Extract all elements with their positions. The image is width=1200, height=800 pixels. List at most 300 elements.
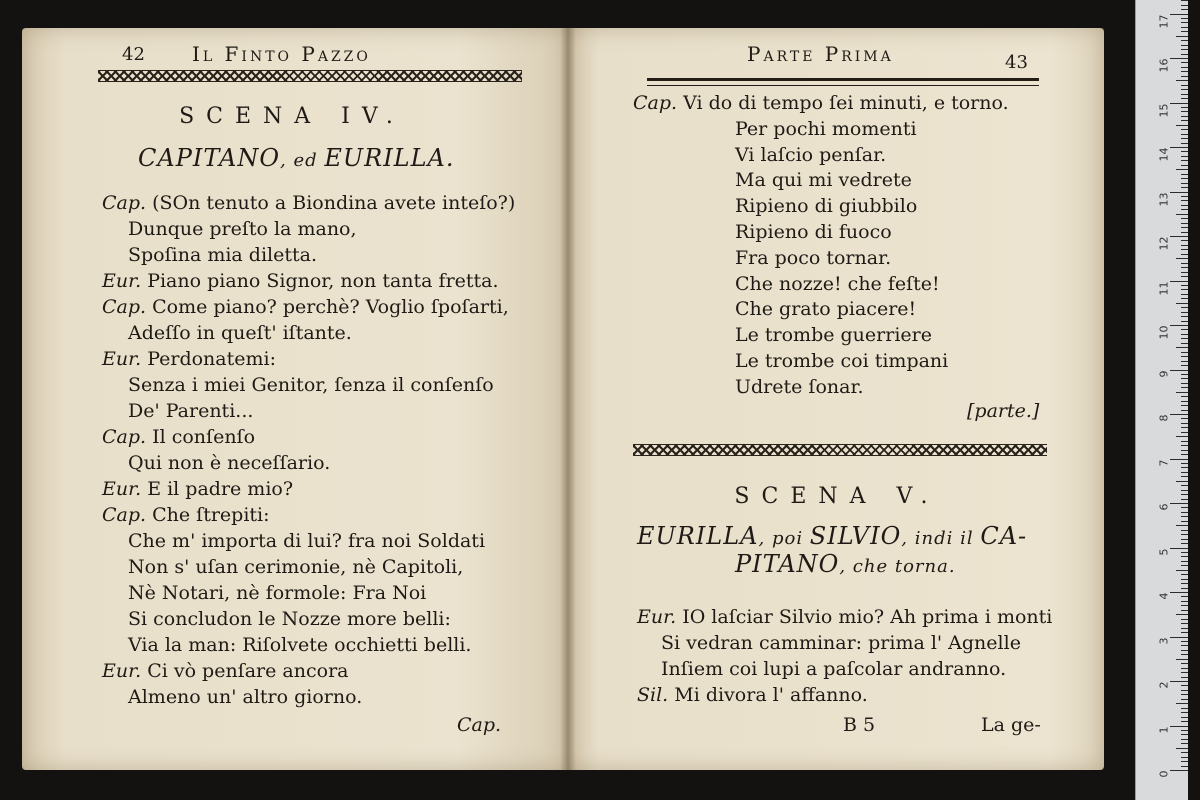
ruler-tick: [1181, 89, 1188, 90]
ruler-tick: [1181, 739, 1188, 740]
ruler-tick: [1176, 169, 1188, 170]
line-text: De' Parenti...: [128, 400, 254, 422]
ruler-tick: [1181, 757, 1188, 758]
text-line: [128, 582, 426, 604]
ruler-tick: [1181, 272, 1188, 273]
line-text: Fra poco tornar.: [735, 246, 892, 269]
ruler-tick: [1176, 80, 1188, 81]
ruler-tick: [1181, 156, 1188, 157]
ruler-tick: [1181, 721, 1188, 722]
ruler-tick: [1181, 209, 1188, 210]
text-line: [633, 92, 1009, 114]
ruler-tick: [1181, 18, 1188, 19]
text-line: [102, 504, 270, 526]
ruler-tick: [1181, 690, 1188, 691]
ruler-tick: [1181, 588, 1188, 589]
text-line: [128, 244, 317, 266]
ruler-tick: [1181, 699, 1188, 700]
ruler-tick: [1181, 31, 1188, 32]
speaker-label: Sil.: [637, 684, 675, 706]
line-text: Ripieno di fuoco: [735, 221, 892, 243]
text-line: [735, 273, 940, 295]
text-line: [735, 221, 892, 243]
ruler-tick: [1181, 601, 1188, 602]
stage-direction: [parte.]: [967, 400, 1040, 422]
ruler-tick: [1181, 467, 1188, 468]
text-line: [102, 270, 499, 292]
right-page-number: 43: [1005, 52, 1028, 73]
line-text: Le trombe guerriere: [735, 324, 932, 347]
line-text: IO laſciar Silvio mio? Ah prima i monti: [682, 606, 1053, 628]
ruler-tick: [1181, 71, 1188, 72]
ruler-tick: [1181, 410, 1188, 411]
ruler-tick: [1181, 476, 1188, 477]
text-line: [661, 632, 1021, 654]
ruler-tick: [1181, 27, 1188, 28]
text-line: [128, 322, 352, 344]
text-line: [102, 348, 276, 370]
speaker-label: Cap.: [102, 192, 153, 214]
line-text: Ma qui mi vedrete: [735, 169, 912, 192]
text-line: [128, 556, 463, 578]
left-page: [22, 28, 567, 770]
ruler-tick: [1170, 503, 1188, 504]
ruler-tick: [1181, 116, 1188, 117]
text-line: [102, 660, 348, 682]
text-line: [735, 118, 917, 140]
ruler-tick: [1181, 561, 1188, 562]
ruler-tick: [1181, 708, 1188, 709]
cast-poi: , poi: [758, 528, 810, 549]
ruler-tick: [1181, 276, 1188, 277]
ruler-tick: [1181, 187, 1188, 188]
ruler-tick: [1181, 94, 1188, 95]
ruler-tick: [1181, 432, 1188, 433]
ruler-tick: [1181, 129, 1188, 130]
ruler-tick: [1181, 450, 1188, 451]
right-cast-line-1: [637, 522, 1027, 550]
ruler-tick: [1181, 619, 1188, 620]
text-line: [128, 686, 362, 708]
line-text: Perdonatemi:: [147, 348, 276, 370]
line-text: Mi divora l' affanno.: [674, 684, 868, 706]
ruler-tick: [1181, 378, 1188, 379]
ruler-tick: [1170, 192, 1188, 193]
ruler-tick: [1181, 338, 1188, 339]
ruler-tick: [1181, 54, 1188, 55]
ruler-tick: [1170, 147, 1188, 148]
line-text: Nè Notari, nè formole: Fra Noi: [128, 582, 427, 604]
right-header-rule-thin: [647, 85, 1039, 86]
ruler-tick: [1181, 623, 1188, 624]
ruler-tick: [1181, 645, 1188, 646]
right-header-rule: [647, 78, 1039, 81]
text-line: [102, 426, 255, 448]
ruler-number: 7: [1157, 459, 1171, 466]
ruler-tick: [1181, 396, 1188, 397]
ruler-tick: [1176, 525, 1188, 526]
line-text: Vi do di tempo ſei minuti, e torno.: [683, 92, 1009, 114]
ruler-tick: [1181, 111, 1188, 112]
ruler-number: 12: [1157, 236, 1171, 251]
ruler-tick: [1181, 463, 1188, 464]
ruler-tick: [1181, 539, 1188, 540]
cast-eurilla-2: EURILLA: [637, 522, 759, 550]
line-text: Le trombe coi timpani: [735, 350, 949, 372]
ruler-tick: [1176, 703, 1188, 704]
text-line: [735, 144, 886, 166]
cast-capitano: CAPITANO: [138, 144, 281, 172]
ruler-tick: [1181, 321, 1188, 322]
ruler-tick: [1181, 441, 1188, 442]
ruler-tick: [1181, 343, 1188, 344]
text-line: [735, 350, 948, 372]
ruler-tick: [1181, 521, 1188, 522]
ruler-tick: [1181, 752, 1188, 753]
ruler-tick: [1181, 663, 1188, 664]
ruler-tick: [1181, 556, 1188, 557]
left-running-head: Il Finto Pazzo: [192, 42, 371, 66]
ruler-tick: [1181, 761, 1188, 762]
ruler-tick: [1181, 401, 1188, 402]
line-text: Come piano? perchè? Voglio ſpoſarti,: [152, 296, 509, 318]
ruler-tick: [1176, 481, 1188, 482]
text-line: [735, 247, 891, 269]
line-text: Adeſſo in queſt' iſtante.: [128, 322, 352, 344]
cast-indi-il: , indi il: [901, 528, 981, 549]
ruler-tick: [1170, 325, 1188, 326]
text-line: [128, 608, 451, 630]
ruler-tick: [1181, 9, 1188, 10]
line-text: Vi laſcio penſar.: [735, 143, 887, 166]
left-cast-line: [138, 144, 455, 172]
ruler-tick: [1170, 548, 1188, 549]
ruler-tick: [1181, 120, 1188, 121]
ruler-number: 15: [1157, 103, 1171, 117]
ruler-tick: [1181, 160, 1188, 161]
cast-pitano: PITANO: [735, 550, 840, 578]
ruler-tick: [1176, 392, 1188, 393]
speaker-label: Eur.: [102, 270, 148, 292]
ruler-tick: [1181, 67, 1188, 68]
ruler-tick: [1181, 138, 1188, 139]
ruler-tick: [1170, 770, 1188, 771]
speaker-label: Cap.: [633, 92, 684, 114]
ruler-tick: [1181, 387, 1188, 388]
ruler-tick: [1176, 214, 1188, 215]
line-text: Che grato piacere!: [735, 298, 917, 321]
ruler-tick: [1181, 565, 1188, 566]
ruler-tick: [1181, 329, 1188, 330]
ruler-tick: [1176, 125, 1188, 126]
line-text: Che nozze! che feſte!: [735, 272, 940, 295]
ruler-number: 0: [1157, 770, 1171, 778]
ruler-tick: [1181, 361, 1188, 362]
ruler-number: 17: [1157, 14, 1171, 28]
ruler-number: 2: [1157, 681, 1171, 689]
ruler-tick: [1181, 543, 1188, 544]
line-text: Udrete ſonar.: [735, 375, 864, 398]
ruler-tick: [1181, 427, 1188, 428]
line-text: Che ſtrepiti:: [152, 504, 270, 526]
ruler-tick: [1181, 530, 1188, 531]
text-line: [128, 400, 253, 422]
text-line: [128, 218, 357, 240]
ruler-tick: [1181, 552, 1188, 553]
ruler-tick: [1170, 58, 1188, 59]
speaker-label: Eur.: [102, 478, 148, 500]
ruler-tick: [1181, 579, 1188, 580]
ruler-tick: [1181, 151, 1188, 152]
ruler-number: 4: [1157, 592, 1171, 600]
ruler-tick: [1181, 294, 1188, 295]
right-ornament-band: [633, 444, 1047, 456]
ruler-tick: [1181, 200, 1188, 201]
line-text: Via la man: Riſolvete occhietti belli.: [128, 634, 472, 656]
right-scene-heading: SCENA V.: [734, 484, 940, 509]
text-line: [128, 530, 485, 552]
ruler-tick: [1181, 289, 1188, 290]
ruler-tick: [1181, 668, 1188, 669]
ruler-number: 1: [1157, 726, 1171, 733]
ruler-tick: [1181, 240, 1188, 241]
ruler-tick: [1181, 285, 1188, 286]
line-text: Si vedran camminar: prima l' Agnelle: [661, 632, 1021, 654]
ruler-tick: [1170, 14, 1188, 15]
ruler-tick: [1181, 263, 1188, 264]
line-text: Si concludon le Nozze more belli:: [128, 608, 451, 630]
open-book: [22, 28, 1104, 770]
ruler-number: 11: [1157, 281, 1171, 295]
ruler-tick: [1181, 766, 1188, 767]
ruler-tick: [1181, 654, 1188, 655]
book-gutter: [560, 28, 576, 770]
cast-ed: , ed: [280, 150, 325, 171]
ruler-tick: [1181, 374, 1188, 375]
ruler-tick: [1181, 423, 1188, 424]
left-catchword: Cap.: [457, 714, 502, 736]
ruler-tick: [1181, 134, 1188, 135]
ruler-tick: [1170, 726, 1188, 727]
text-line: [128, 634, 471, 656]
ruler-tick: [1170, 681, 1188, 682]
ruler-tick: [1181, 499, 1188, 500]
signature-mark: B 5: [843, 714, 876, 736]
ruler-number: 13: [1157, 192, 1171, 206]
text-line: [661, 658, 1006, 680]
speaker-label: Eur.: [637, 606, 683, 628]
ruler-tick: [1181, 0, 1188, 1]
ruler-number: 8: [1157, 414, 1171, 422]
ruler-tick: [1181, 218, 1188, 219]
ruler-tick: [1181, 672, 1188, 673]
ruler-tick: [1181, 143, 1188, 144]
text-line: [128, 374, 494, 396]
ruler-tick: [1181, 178, 1188, 179]
ruler-number: 10: [1157, 325, 1171, 340]
left-scene-heading: SCENA IV.: [179, 104, 405, 129]
ruler-tick: [1181, 641, 1188, 642]
ruler-tick: [1181, 254, 1188, 255]
ruler-tick: [1170, 637, 1188, 638]
ruler-tick: [1181, 574, 1188, 575]
ruler-number: 9: [1157, 370, 1171, 377]
speaker-label: Cap.: [102, 504, 153, 526]
ruler-tick: [1176, 36, 1188, 37]
ruler-tick: [1181, 685, 1188, 686]
right-page: [567, 28, 1104, 770]
ruler-tick: [1181, 383, 1188, 384]
ruler-tick: [1181, 5, 1188, 6]
text-line: [735, 298, 916, 320]
cast-che-torna: , che torna.: [839, 556, 956, 577]
ruler-tick: [1170, 459, 1188, 460]
ruler-tick: [1176, 436, 1188, 437]
ruler-tick: [1181, 298, 1188, 299]
ruler-tick: [1181, 356, 1188, 357]
ruler-tick: [1176, 303, 1188, 304]
ruler-tick: [1181, 98, 1188, 99]
ruler-tick: [1181, 245, 1188, 246]
ruler-tick: [1181, 445, 1188, 446]
ruler-tick: [1181, 512, 1188, 513]
ruler-tick: [1181, 534, 1188, 535]
ruler-tick: [1181, 743, 1188, 744]
ruler-tick: [1181, 183, 1188, 184]
ruler-tick: [1181, 62, 1188, 63]
ruler-tick: [1181, 677, 1188, 678]
ruler-tick: [1176, 570, 1188, 571]
right-cast-line-2: [735, 550, 956, 578]
ruler-tick: [1181, 307, 1188, 308]
cast-ca: CA-: [980, 522, 1028, 550]
line-text: Non s' uſan cerimonie, nè Capitoli,: [128, 556, 464, 578]
ruler-tick: [1170, 103, 1188, 104]
line-text: Inſiem coi lupi a paſcolar andranno.: [661, 658, 1007, 680]
ruler-tick: [1170, 592, 1188, 593]
line-text: Senza i miei Genitor, ſenza il conſenſo: [128, 374, 494, 396]
ruler-tick: [1181, 316, 1188, 317]
left-page-number: 42: [122, 44, 145, 65]
line-text: Piano piano Signor, non tanta fretta.: [147, 270, 499, 292]
left-ornament-band: [98, 70, 522, 82]
ruler-tick: [1181, 734, 1188, 735]
ruler-tick: [1181, 712, 1188, 713]
ruler-tick: [1181, 730, 1188, 731]
measuring-ruler: [1135, 0, 1188, 800]
ruler-tick: [1181, 85, 1188, 86]
line-text: Qui non è neceſſario.: [128, 452, 331, 474]
ruler-tick: [1181, 490, 1188, 491]
ruler-tick: [1181, 205, 1188, 206]
text-line: [102, 296, 509, 318]
ruler-tick: [1181, 472, 1188, 473]
text-line: [637, 606, 1052, 628]
line-text: E il padre mio?: [147, 478, 294, 500]
cast-eurilla: EURILLA.: [324, 144, 455, 172]
ruler-tick: [1181, 516, 1188, 517]
ruler-tick: [1181, 494, 1188, 495]
text-line: [128, 452, 330, 474]
text-line: [735, 376, 864, 398]
ruler-tick: [1181, 165, 1188, 166]
ruler-tick: [1181, 22, 1188, 23]
ruler-tick: [1176, 347, 1188, 348]
ruler-tick: [1181, 418, 1188, 419]
cast-silvio: SILVIO: [809, 522, 902, 550]
ruler-tick: [1181, 405, 1188, 406]
ruler-tick: [1181, 76, 1188, 77]
ruler-tick: [1181, 40, 1188, 41]
speaker-label: Eur.: [102, 348, 148, 370]
ruler-tick: [1170, 370, 1188, 371]
ruler-tick: [1181, 610, 1188, 611]
ruler-tick: [1181, 694, 1188, 695]
ruler-number: 5: [1157, 548, 1171, 555]
text-line: [637, 684, 868, 706]
line-text: Spoſina mia diletta.: [128, 244, 317, 266]
ruler-tick: [1181, 232, 1188, 233]
ruler-tick: [1181, 717, 1188, 718]
ruler-number: 14: [1157, 147, 1171, 162]
ruler-tick: [1181, 454, 1188, 455]
ruler-tick: [1181, 227, 1188, 228]
ruler-tick: [1176, 659, 1188, 660]
ruler-tick: [1181, 196, 1188, 197]
line-text: Dunque preſto la mano,: [128, 218, 357, 240]
ruler-tick: [1181, 583, 1188, 584]
ruler-tick: [1176, 614, 1188, 615]
ruler-tick: [1181, 605, 1188, 606]
ruler-tick: [1181, 334, 1188, 335]
ruler-tick: [1181, 174, 1188, 175]
ruler-number: 3: [1157, 637, 1171, 644]
text-line: [102, 478, 293, 500]
text-line: [735, 195, 917, 217]
ruler-tick: [1170, 236, 1188, 237]
speaker-label: Eur.: [102, 660, 148, 682]
right-running-head: Parte Prima: [747, 42, 894, 66]
ruler-tick: [1181, 223, 1188, 224]
ruler-tick: [1181, 507, 1188, 508]
ruler-tick: [1181, 267, 1188, 268]
ruler-tick: [1181, 628, 1188, 629]
speaker-label: Cap.: [102, 296, 153, 318]
text-line: [735, 324, 932, 346]
ruler-tick: [1181, 365, 1188, 366]
ruler-tick: [1181, 485, 1188, 486]
ruler-tick: [1181, 312, 1188, 313]
ruler-tick: [1176, 258, 1188, 259]
line-text: Almeno un' altro giorno.: [128, 686, 363, 708]
ruler-number: 6: [1157, 503, 1171, 511]
text-line: [102, 192, 515, 214]
ruler-tick: [1181, 632, 1188, 633]
ruler-tick: [1181, 45, 1188, 46]
ruler-tick: [1181, 249, 1188, 250]
ruler-tick: [1181, 650, 1188, 651]
line-text: Ci vò penſare ancora: [147, 660, 349, 682]
line-text: Ripieno di giubbilo: [735, 195, 918, 218]
line-text: (SOn tenuto a Biondina avete inteſo?): [152, 192, 516, 214]
ruler-tick: [1170, 414, 1188, 415]
line-text: Per pochi momenti: [735, 117, 917, 140]
line-text: Il conſenſo: [152, 426, 256, 448]
right-catchword: La ge-: [981, 714, 1041, 736]
ruler-tick: [1176, 748, 1188, 749]
ruler-tick: [1181, 596, 1188, 597]
text-line: [735, 169, 912, 191]
